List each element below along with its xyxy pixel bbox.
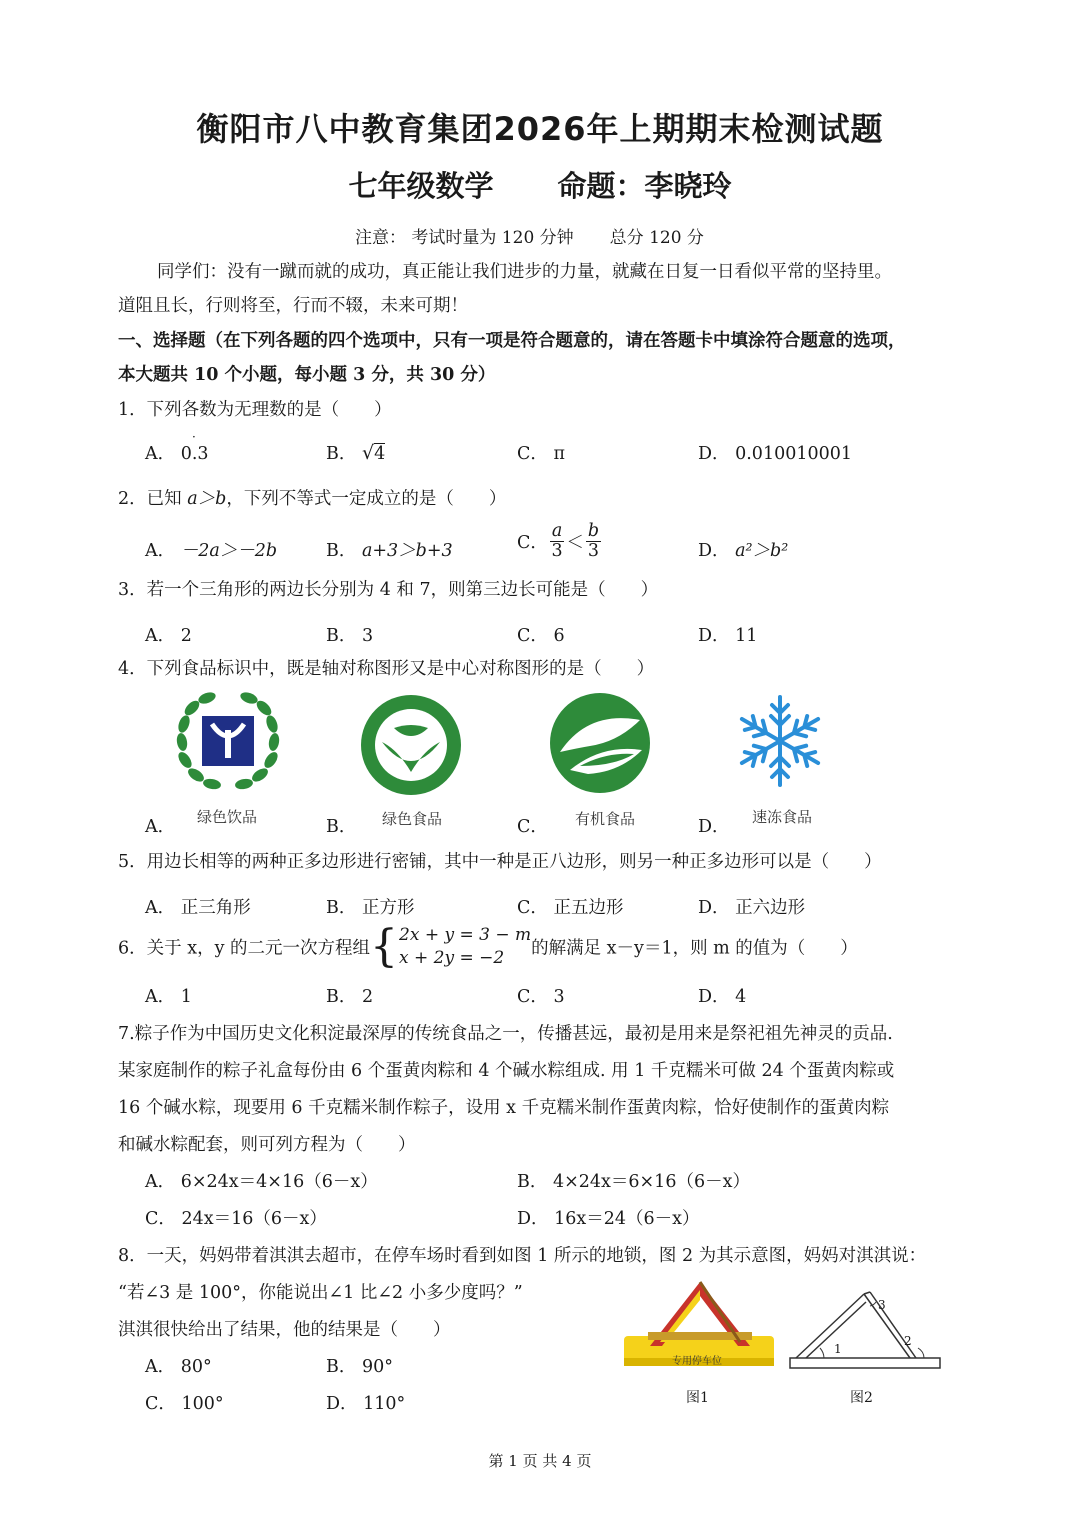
q3-stem: 3．若一个三角形的两边长分别为 4 和 7，则第三边长可能是（ ） [118,580,659,600]
q3-option-c: C． 6 [517,626,565,646]
q7-line-3: 16 个碱水粽，现要用 6 千克糯米制作粽子，设用 x 千克糯米制作蛋黄肉粽，恰好使制作的蛋黄肉粽 [118,1098,890,1118]
q4-option-b-label: B． [326,817,357,837]
q6-option-b: B． 2 [326,987,374,1007]
q6-option-c: C． 3 [517,987,565,1007]
q5-stem: 5．用边长相等的两种正多边形进行密铺，其中一种是正八边形，则另一种正多边形可以是（ ） [118,852,882,872]
q1-option-d: D． 0.010010001 [698,444,853,464]
lock-schematic-figure [784,1286,946,1374]
parking-sign-text: 专用停车位 [672,1356,722,1367]
angle-1-label: 1 [834,1342,842,1356]
q4-option-d-caption: 速冻食品 [752,808,813,826]
q7-option-a: A． 6×24x＝4×16（6－x） [145,1172,378,1192]
q3-option-b: B． 3 [326,626,374,646]
figure-1-caption: 图1 [686,1390,709,1406]
q5-option-d: D． 正六边形 [698,898,806,918]
q7-line-2: 某家庭制作的粽子礼盒每份由 6 个蛋黄肉粽和 4 个碱水粽组成. 用 1 千克糯米可做 24 个蛋黄肉粽或 [118,1061,895,1081]
q7-line-1: 7.粽子作为中国历史文化积淀最深厚的传统食品之一，传播甚远，最初是用来是祭祀祖先神灵的贡品. [118,1024,893,1044]
section1-heading-line-1: 一、选择题（在下列各题的四个选项中，只有一项是符合题意的，请在答题卡中填涂符合题意的选项， [118,331,906,351]
q4-option-d-label: D． [698,817,730,837]
q8-option-a: A． 80° [145,1357,212,1377]
author-label: 命题：李晓玲 [557,169,732,203]
exam-title: 衡阳市八中教育集团2026年上期期末检测试题 [196,110,884,148]
intro-line-2: 道阻且长，行则将至，行而不辍，未来可期！ [118,296,468,316]
q1-option-a: A． 0.3 · [145,430,209,464]
q8-line-3: 淇淇很快给出了结果，他的结果是（ ） [118,1320,451,1340]
q4-option-c-caption: 有机食品 [575,810,636,828]
q2-stem: 2．已知 a＞b，下列不等式一定成立的是（ ） [118,489,507,509]
note-score: 总分 120 分 [609,228,704,248]
exam-subtitle [0,164,1080,205]
q4-stem: 4．下列食品标识中，既是轴对称图形又是中心对称图形的是（ ） [118,659,655,679]
intro-line-1: 同学们：没有一蹴而就的成功，真正能让我们进步的力量，就藏在日复一日看似平常的坚持里。 [157,262,892,282]
q2-option-c: C． $\frac{a}{3}$ ＜ $\frac{b}{3}$ [517,521,600,561]
q5-option-a: A． 正三角形 [145,898,251,918]
q6-stem: 6．关于 x，y 的二元一次方程组{ 2x + y = 3 − m x + 2y = −2 的解满足 x－y＝1，则 m 的值为（ ） [118,921,858,972]
green-drink-logo [172,690,284,792]
note-label: 注意： [355,228,406,248]
q4-option-b-caption: 绿色食品 [382,810,443,828]
q1-option-c: C． π [517,444,565,464]
q3-option-a: A． 2 [145,626,192,646]
q4-option-c-label: C． [517,817,548,837]
q5-option-b: B． 正方形 [326,898,415,918]
note-time: 考试时量为 120 分钟 [411,228,574,248]
organic-food-logo [548,690,652,796]
q2-option-b: B． a+3＞b+3 [326,541,453,561]
q8-line-1: 8．一天，妈妈带着淇淇去超市，在停车场时看到如图 1 所示的地锁，图 2 为其示意图，妈妈对淇淇说： [118,1246,927,1266]
q5-option-c: C． 正五边形 [517,898,624,918]
green-food-logo [358,692,464,798]
q1-option-b: B． √4 [326,442,386,464]
q6-equation-system: 2x + y = 3 − m x + 2y = −2 [399,925,532,968]
q7-option-b: B． 4×24x＝6×16（6－x） [517,1172,750,1192]
q7-line-4: 和碱水粽配套，则可列方程为（ ） [118,1135,416,1155]
q8-line-2: “若∠3 是 100°，你能说出∠1 比∠2 小多少度吗？” [118,1283,523,1303]
section1-heading-line-2: 本大题共 10 个小题，每小题 3 分，共 30 分） [118,365,496,385]
page-number: 第 1 页 共 4 页 [488,1452,592,1470]
q4-option-a-caption: 绿色饮品 [197,808,258,826]
exam-note [355,223,704,248]
q7-option-d: D． 16x＝24（6－x） [517,1209,700,1229]
angle-2-label: 2 [904,1334,912,1348]
q6-option-a: A． 1 [145,987,192,1007]
q7-option-c: C． 24x＝16（6－x） [145,1209,327,1229]
q8-option-c: C． 100° [145,1394,224,1414]
q2-option-d: D． a²＞b² [698,541,789,561]
q6-option-d: D． 4 [698,987,747,1007]
q2-option-a: A． －2a＞－2b [145,541,278,561]
figure-2-caption: 图2 [850,1390,873,1406]
snowflake-logo [732,692,828,790]
q3-option-d: D． 11 [698,626,758,646]
q4-option-a-label: A． [145,817,176,837]
q8-option-d: D． 110° [326,1394,406,1414]
q1-stem: 1．下列各数为无理数的是（ ） [118,400,392,420]
angle-3-label: 3 [878,1298,886,1312]
subject-label: 七年级数学 [348,169,494,203]
q8-option-b: B． 90° [326,1357,393,1377]
